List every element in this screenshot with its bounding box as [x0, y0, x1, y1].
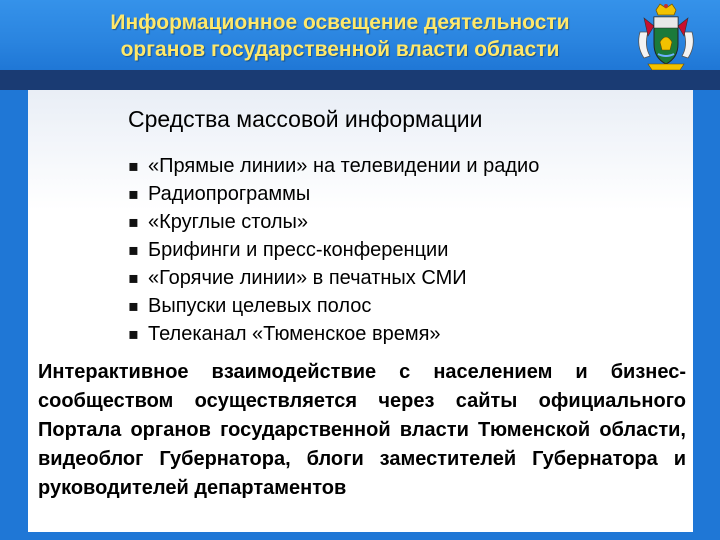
square-bullet-icon: ▪ — [128, 240, 139, 259]
square-bullet-icon: ▪ — [128, 268, 139, 287]
square-bullet-icon: ▪ — [128, 184, 139, 203]
square-bullet-icon: ▪ — [128, 324, 139, 343]
list-item: ▪ «Круглые столы» — [128, 208, 539, 236]
list-item: ▪ Выпуски целевых полос — [128, 292, 539, 320]
list-item: ▪ Брифинги и пресс-конференции — [128, 236, 539, 264]
media-list — [128, 152, 539, 348]
list-item: ▪ «Горячие линии» в печатных СМИ — [128, 264, 539, 292]
square-bullet-icon: ▪ — [128, 296, 139, 315]
coat-of-arms-icon — [630, 2, 702, 74]
list-item: ▪ Радиопрограммы — [128, 180, 539, 208]
square-bullet-icon: ▪ — [128, 156, 139, 175]
interactive-paragraph: Интерактивное взаимодействие с населением и бизнес-сообществом осуществляется через сайты официального Портала органов государственной власти Тюменской области, видеоблог Губернатора, блоги заместителей Губернатора и руководителей департаментов — [38, 361, 686, 499]
section-title: Средства массовой информации — [128, 106, 483, 132]
header-bar — [0, 0, 720, 70]
list-item: ▪ Телеканал «Тюменское время» — [128, 320, 539, 348]
header-divider-band — [0, 70, 720, 90]
content-panel — [28, 90, 693, 532]
list-item: ▪ «Прямые линии» на телевидении и радио — [128, 152, 539, 180]
slide-title: Информационное освещение деятельности органов государственной власти области — [110, 11, 570, 61]
square-bullet-icon: ▪ — [128, 212, 139, 231]
